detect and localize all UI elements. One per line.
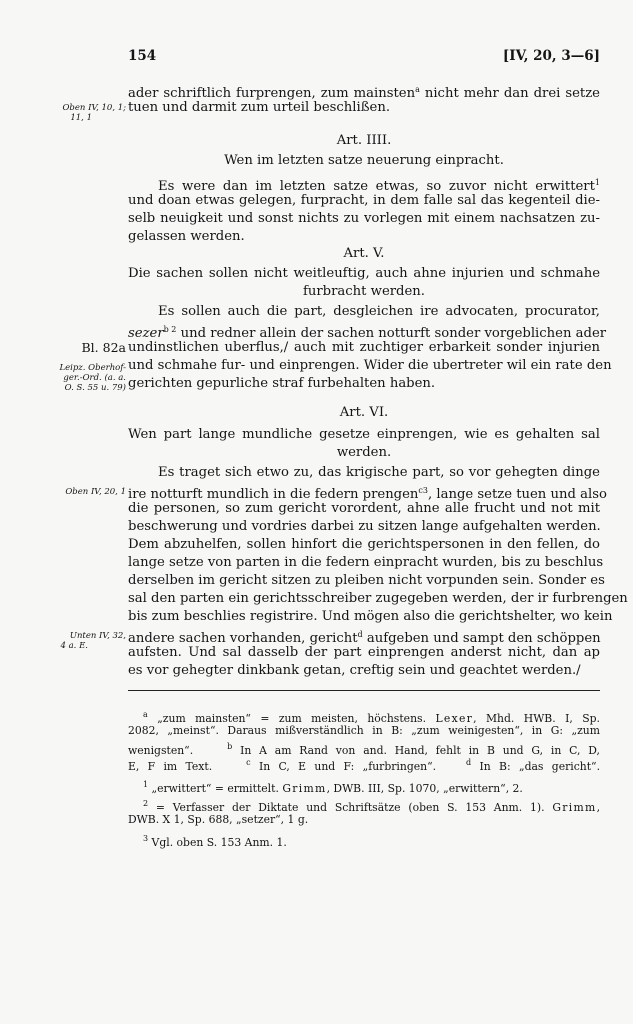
text-line: Es were dan im letzten satze etwas, so zuvor nicht erwittert$^1$ [158, 178, 600, 194]
margin-note: Oben IV, 10, 1; 11, 1 [62, 103, 126, 123]
margin-note: Oben IV, 20, 1 [65, 487, 126, 497]
text-line: Dem abzuhelfen, sollen hinfort die gerichtspersonen in den fellen, do [128, 537, 600, 552]
text-line: sal den parten ein gerichtsschreiber zugegeben werden, der ir furbrengen [128, 591, 628, 606]
text-line: gerichten gepurliche straf furbehalten haben. [128, 376, 436, 391]
margin-note: Leipz. Oberhof- ger.-Ord. (a. a. O. S. 55 u. 79) [59, 363, 126, 393]
text-line: und doan etwas gelegen, furpracht, in dem falle sal das kegenteil die- [128, 193, 600, 208]
article-heading: Art. VI. [339, 405, 389, 420]
article-heading: Art. V. [343, 246, 385, 261]
text-line: undinstlichen uberflus,/ auch mit zuchtiger erbarkeit sonder injurien [128, 340, 600, 355]
article-title: Die sachen sollen nicht weitleuftig, auch ahne injurien und schmahe [128, 266, 600, 281]
text-line: sezer$^{b 2}$ und redner allein der sachen notturft sonder vorgeblichen ader [128, 325, 607, 341]
footnote: $^3$ Vgl. oben S. 153 Anm. 1. [143, 834, 287, 849]
text-line: ire notturft mundlich in die federn prengen$^{c3}$, lange setze tuen und also [128, 486, 607, 502]
text-line: tuen und darmit zum urteil beschlißen. [128, 100, 391, 115]
section-reference: [IV, 20, 3—6] [502, 48, 600, 64]
running-header [128, 48, 600, 66]
footnote: E, F im Text. $^c$ In C, E und F: „furbringen“. $^d$ In B: „das gericht“. [128, 758, 600, 773]
footnote: $^2$ = Verfasser der Diktate und Schriftsätze (oben S. 153 Anm. 1). Grimm, [143, 799, 601, 814]
text-line: und schmahe fur- und einprengen. Wider die ubertreter wil ein rate den [128, 358, 612, 373]
margin-note: Unten IV, 32, 4 a. E. [60, 631, 126, 651]
article-title: Wen im letzten satze neuerung einpracht. [224, 153, 504, 168]
footnote: $^a$ „zum mainsten“ = zum meisten, höchstens. Lexer, Mhd. HWB. I, Sp. [143, 710, 600, 725]
article-heading: Art. IIII. [336, 133, 392, 148]
text-line: selb neuigkeit und sonst nichts zu vorlegen mit einem nachsatzen zu- [128, 211, 600, 226]
text-line: Es sollen auch die part, desgleichen ire advocaten, procurator, [158, 304, 600, 319]
footnote: wenigsten“. $^b$ In A am Rand von and. Hand, fehlt in B und G, in C, D, [128, 742, 600, 757]
text-line: aufsten. Und sal dasselb der part einprengen anderst nicht, dan ap [128, 645, 600, 660]
text-line: gelassen werden. [128, 229, 245, 244]
text-line: Es traget sich etwo zu, das krigische part, so vor gehegten dinge [158, 465, 600, 480]
text-line: es vor gehegter dinkbank getan, creftig sein und geachtet werden./ [128, 663, 581, 678]
article-title: Wen part lange mundliche gesetze einprengen, wie es gehalten sal [128, 427, 600, 442]
footnote-divider [128, 690, 600, 691]
page-number: 154 [128, 48, 157, 64]
margin-note: Bl. 82a [81, 340, 126, 355]
footnote: DWB. X 1, Sp. 688, „setzer“, 1 g. [128, 813, 309, 826]
text-line: derselben im gericht sitzen zu pleiben nicht vorpunden sein. Sonder es [128, 573, 605, 588]
text-line: ader schriftlich furprengen, zum mainsten$^a$ nicht mehr dan drei setze [128, 85, 600, 101]
footnote: 2082, „meinst“. Daraus mißverständlich in B: „zum weinigesten“, in G: „zum [128, 724, 600, 737]
footnote: $^1$ „erwittert“ = ermittelt. Grimm, DWB. III, Sp. 1070, „erwittern“, 2. [143, 780, 523, 795]
text-line: bis zum beschlies registrire. Und mögen also die gerichtshelter, wo kein [128, 609, 613, 624]
article-title: werden. [336, 445, 392, 460]
text-line: lange setze von parten in die federn einpracht wurden, bis zu beschlus [128, 555, 604, 570]
text-line: beschwerung und vordries darbei zu sitzen lange aufgehalten werden. [128, 519, 601, 534]
text-line: andere sachen vorhanden, gericht$^d$ aufgeben und sampt den schöppen [128, 630, 601, 646]
article-title: furbracht werden. [303, 284, 425, 299]
text-line: die personen, so zum gericht vorordent, ahne alle frucht und not mit [128, 501, 600, 516]
